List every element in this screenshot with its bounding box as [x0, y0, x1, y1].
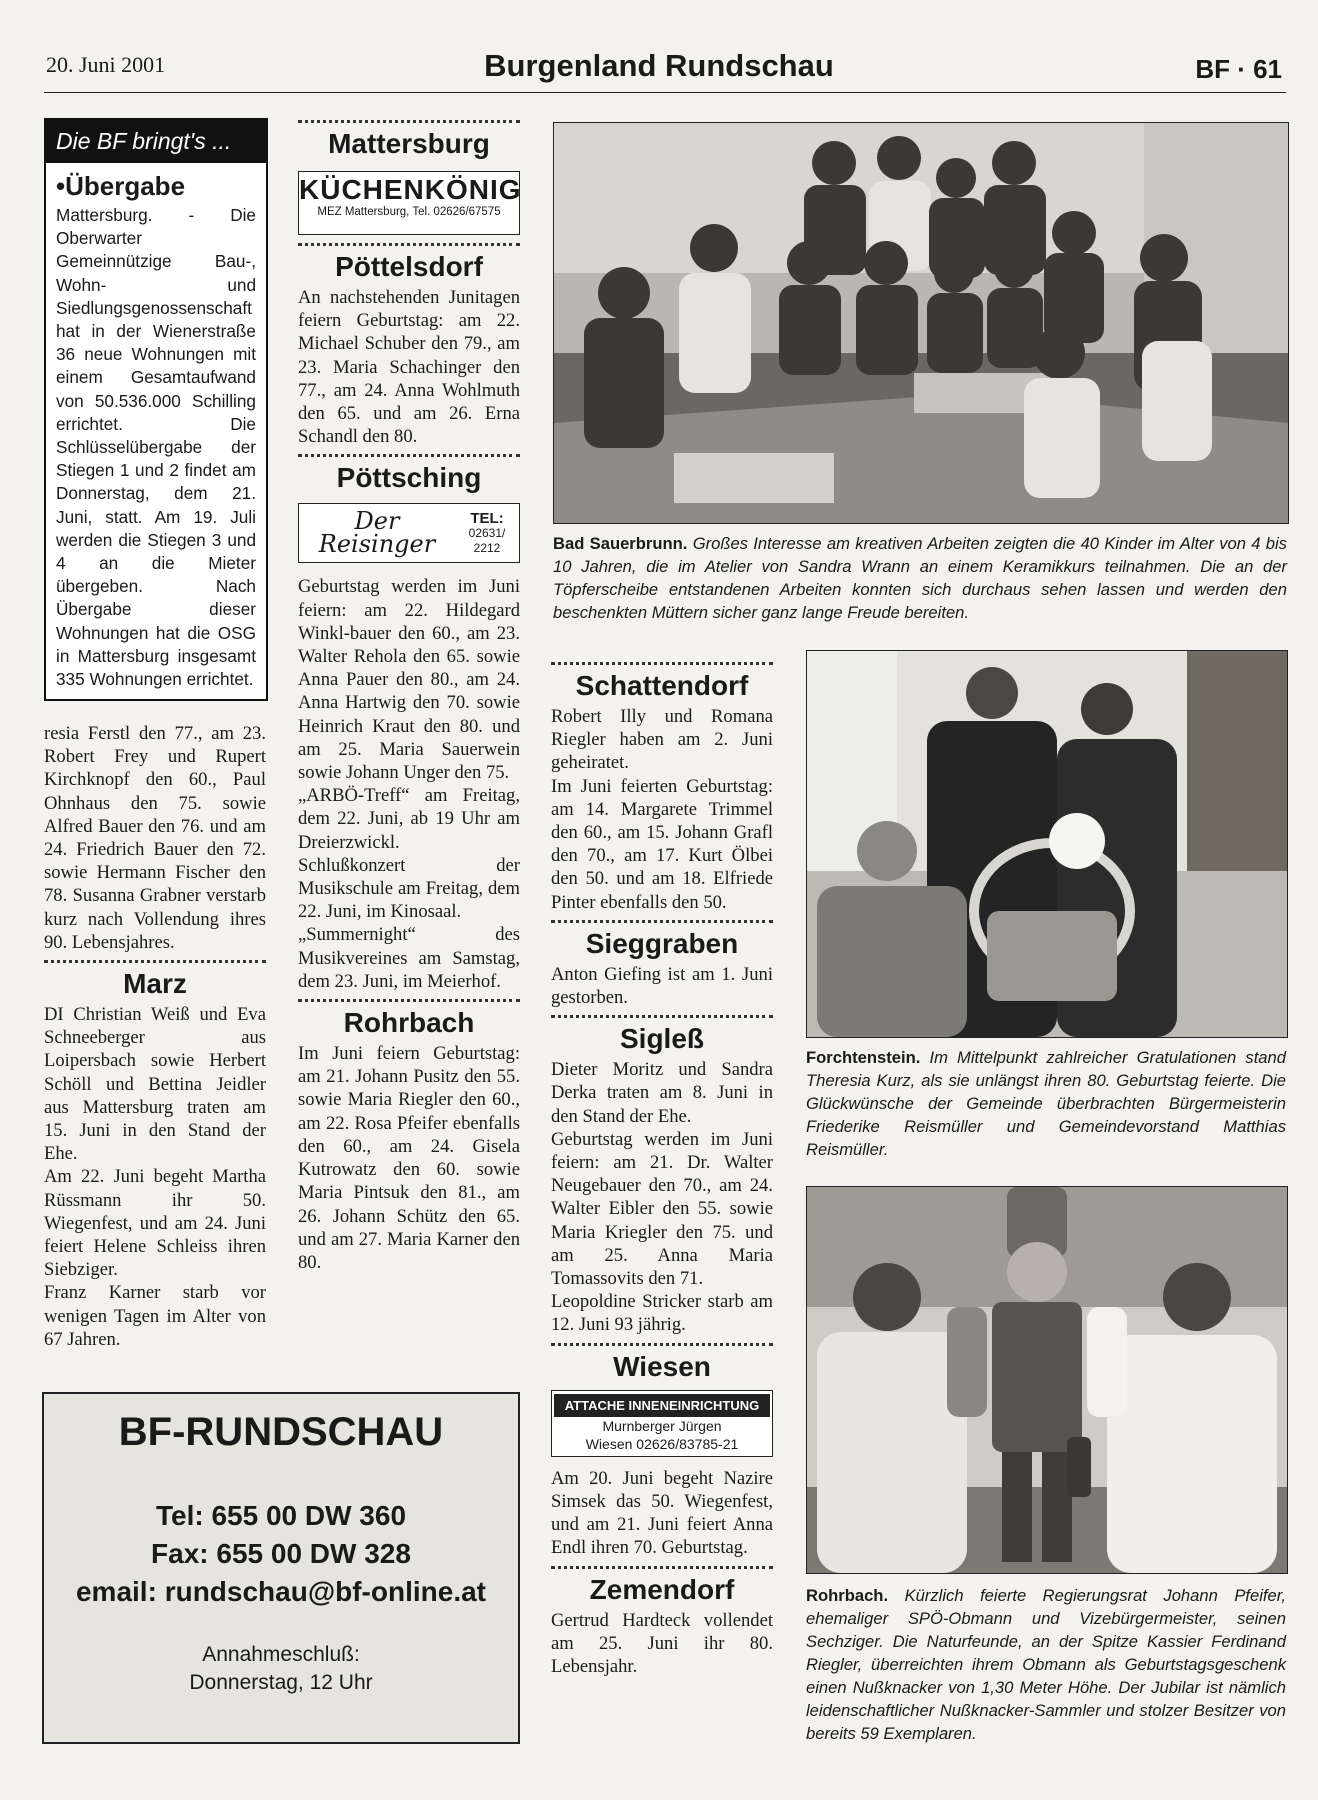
- section-divider: [298, 454, 520, 457]
- section-divider: [298, 243, 520, 246]
- schattendorf-text-2: Im Juni feierten Geburtstag: am 14. Margarete Trimmel den 60., am 15. Johann Grafl den 70., am 17. Kurt Ölbei den 50. und am 18. Elfriede Pinter ebenfalls den 50.: [551, 775, 773, 913]
- caption-photo-2-place: Forchtenstein.: [806, 1048, 921, 1067]
- poettsching-text-4: „Summernight“ des Musikvereines am Samstag, dem 23. Juni, im Meierhof.: [298, 924, 520, 992]
- caption-photo-2: [806, 1046, 1286, 1161]
- section-title-poettelsdorf: Pöttelsdorf: [335, 251, 483, 282]
- marz-text-2: Am 22. Juni begeht Martha Rüssmann ihr 50. Wiegenfest, und am 24. Juni feiert Helene Schleiss ihren Siebziger.: [44, 1166, 266, 1281]
- ad-kuechenkoenig[interactable]: [298, 171, 520, 235]
- caption-photo-1-text: Großes Interesse am kreativen Arbeiten zeigten die 40 Kinder im Alter von 4 bis 10 Jahren, die im Atelier von Sandra Wrann an einem Keramikkurs teilnahmen. Die an der Töpferscheibe entstandenen Arbeiten konnten sich durchaus sehen lassen und werden den beschenkten Müttern sicher ganz lange Freude bereiten.: [553, 534, 1287, 622]
- caption-photo-2-text: Im Mittelpunkt zahlreicher Gratulationen stand Theresia Kurz, als sie unlängst ihren 80. Geburtstag feierte. Die Glückwünsche der Gemeinde überbrachten Bürgermeisterin Friederike Reismüller und Gemeindevorstand Matthias Reismüller.: [806, 1048, 1286, 1159]
- photo-children-ceramics-image: [554, 123, 1288, 523]
- column-3: [551, 662, 773, 1678]
- zemendorf-text: Gertrud Hardteck vollendet am 25. Juni ihr 80. Lebensjahr.: [551, 1609, 773, 1678]
- section-divider: [298, 120, 520, 123]
- section-title-mattersburg: Mattersburg: [328, 128, 490, 159]
- ad-attache-line2: Wiesen 02626/83785-21: [585, 1435, 739, 1452]
- section-title-marz: Marz: [123, 968, 187, 1000]
- ad-reisinger[interactable]: [298, 503, 520, 563]
- bf-box-deadline: Donnerstag, 12 Uhr: [189, 1671, 373, 1694]
- photo-nutcracker-rohrbach: [806, 1186, 1288, 1574]
- poettsching-text-3: Schlußkonzert der Musikschule am Freitag, dem 22. Juni, im Kinosaal.: [298, 854, 520, 923]
- section-title-zemendorf: Zemendorf: [589, 1573, 735, 1605]
- caption-photo-3-text: Kürzlich feierte Regierungsrat Johann Pfeifer, ehemaliger SPÖ-Obmann und Vizebürgermeister, seinen Sechziger. Die Naturfeunde, an der Spitze Kassier Ferdinand Riegler, überreichten ihrem Obmann als Geburtstagsgeschenk einen Nußknacker von 1,30 Meter Höhe. Der Jubilar ist nämlich leidenschaftlicher Nußknacker-Sammler und stolzer Besitzer von bereits 59 Exemplaren.: [806, 1586, 1286, 1743]
- ad-reisinger-name: Der Reisinger: [318, 507, 436, 559]
- ad-reisinger-tel-label: TEL:: [470, 509, 504, 527]
- ad-attache-name: ATTACHE INNENEINRICHTUNG: [554, 1394, 770, 1417]
- info-box-title: •Übergabe: [56, 171, 186, 201]
- newspaper-title: Burgenland Rundschau: [484, 48, 834, 83]
- section-divider: [551, 920, 773, 923]
- wiesen-text: Am 20. Juni begeht Nazire Simsek das 50. Wiegenfest, und am 21. Juni feiert Anna Endl ihren 70. Geburtstag.: [551, 1467, 773, 1559]
- ad-kuechenkoenig-line: MEZ Mattersburg, Tel. 02626/67575: [317, 206, 501, 219]
- section-divider: [551, 1343, 773, 1346]
- section-divider: [551, 1015, 773, 1018]
- caption-photo-3: [806, 1584, 1286, 1745]
- section-title-sieggraben: Sieggraben: [585, 927, 739, 959]
- section-title-sigless: Sigleß: [619, 1023, 704, 1055]
- bf-box-tel: Tel: 655 00 DW 360: [155, 1500, 407, 1531]
- poettsching-text-2: „ARBÖ-Treff“ am Freitag, dem 22. Juni, ab 19 Uhr am Dreierzwickl.: [298, 785, 520, 853]
- photo-birthday-image: [807, 651, 1287, 1037]
- photo-children-ceramics: [553, 122, 1289, 524]
- info-box-kicker: Die BF bringt's ...: [46, 120, 266, 163]
- col1-continuation: resia Ferstl den 77., am 23. Robert Frey und Rupert Kirchknopf den 60., Paul Ohnhaus den 75. sowie Alfred Bauer den 76. und am 24. Friedrich Bauer den 72. sowie Hermann Fischer den 78. Susanna Grabner verstarb kurz nach Vollendung ihres 90. Lebensjahres.: [44, 723, 266, 953]
- bf-box-fax: Fax: 655 00 DW 328: [151, 1538, 411, 1569]
- caption-photo-1-place: Bad Sauerbrunn.: [553, 534, 688, 553]
- ad-kuechenkoenig-name: KÜCHENKÖNIG: [299, 174, 522, 205]
- section-divider: [298, 999, 520, 1002]
- ad-attache[interactable]: [551, 1390, 773, 1457]
- bf-box-title: BF-RUNDSCHAU: [118, 1410, 444, 1454]
- page-number: BF · 61: [1195, 54, 1282, 84]
- schattendorf-text-1: Robert Illy und Romana Riegler haben am 2. Juni geheiratet.: [551, 706, 773, 774]
- section-title-schattendorf: Schattendorf: [575, 670, 749, 701]
- sieggraben-text: Anton Giefing ist am 1. Juni gestorben.: [551, 963, 773, 1009]
- bf-box-deadline-label: Annahmeschluß:: [202, 1643, 360, 1666]
- section-divider: [551, 662, 773, 665]
- section-divider: [551, 1566, 773, 1569]
- marz-text-3: Franz Karner starb vor wenigen Tagen im Alter von 67 Jahren.: [44, 1282, 266, 1350]
- marz-text-1: DI Christian Weiß und Eva Schneeberger aus Loipersbach sowie Herbert Schöll und Bettina Jeidler aus Mattersburg traten am 15. Juni in den Stand der Ehe.: [44, 1004, 266, 1165]
- column-1: [44, 722, 266, 1351]
- photo-birthday-forchtenstein: [806, 650, 1288, 1038]
- section-title-rohrbach: Rohrbach: [343, 1007, 475, 1039]
- section-title-wiesen: Wiesen: [613, 1350, 711, 1382]
- issue-date: 20. Juni 2001: [46, 52, 166, 77]
- caption-photo-1: [553, 532, 1287, 624]
- section-title-poettsching: Pöttsching: [336, 462, 482, 494]
- section-divider: [44, 960, 266, 963]
- column-2: [298, 120, 520, 1274]
- bf-box-email[interactable]: email: rundschau@bf-online.at: [75, 1576, 486, 1607]
- header-rule: [44, 92, 1286, 93]
- sigless-text-2: Geburtstag werden im Juni feiern: am 21. Dr. Walter Neugebauer den 70., am 24. Walter Eibler den 55. sowie Maria Kriegler den 75. und am 25. Anna Maria Tomassovits den 71.: [551, 1128, 773, 1290]
- bf-rundschau-contact-box: [42, 1392, 520, 1744]
- info-box-text: Mattersburg. - Die Oberwarter Gemeinnützige Bau-, Wohn- und Siedlungsgenossenschaft hat in der Wienerstraße 36 neue Wohnungen mit einem Gesamtaufwand von 50.536.000 Schilling errichtet. Die Schlüsselübergabe der Stiegen 1 und 2 findet am Donnerstag, dem 21. Juni, statt. Am 19. Juli werden die Stiegen 3 und 4 an die Mieter übergeben. Nach Übergabe dieser Wohnungen hat die OSG in Mattersburg insgesamt 335 Wohnungen errichtet.: [56, 205, 256, 690]
- ad-reisinger-tel: 02631/ 2212: [468, 525, 506, 555]
- poettelsdorf-text: An nachstehenden Junitagen feiern Geburtstag: am 22. Michael Schuber den 79., am 23. Maria Schachinger den 77., am 24. Anna Wohlmuth den 65. und am 26. Erna Schandl den 80.: [298, 287, 520, 448]
- poettsching-text: Geburtstag werden im Juni feiern: am 22. Hildegard Winkl-bauer den 60., am 23. Walter Rehola den 65. sowie Anna Pauer den 80., am 24. Anna Hartwig den 70. sowie Heinrich Kraut den 80. und am 25. Maria Sauerwein sowie Johann Unger den 75.: [298, 576, 520, 784]
- ad-attache-line1: Murnberger Jürgen: [602, 1417, 722, 1434]
- info-box: [44, 118, 268, 701]
- sigless-text-3: Leopoldine Stricker starb am 12. Juni 93 jährig.: [551, 1291, 773, 1336]
- caption-photo-3-place: Rohrbach.: [806, 1586, 889, 1605]
- rohrbach-text: Im Juni feiern Geburtstag: am 21. Johann Pusitz den 55. sowie Maria Riegler den 60., am 22. Rosa Pfeifer ebenfalls den 60., am 24. Gisela Kutrowatz den 60. sowie Maria Pintsuk den 81., am 26. Johann Schütz den 65. und am 27. Maria Karner den 80.: [298, 1043, 520, 1273]
- photo-nutcracker-image: [807, 1187, 1287, 1573]
- sigless-text-1: Dieter Moritz und Sandra Derka traten am 8. Juni in den Stand der Ehe.: [551, 1059, 773, 1127]
